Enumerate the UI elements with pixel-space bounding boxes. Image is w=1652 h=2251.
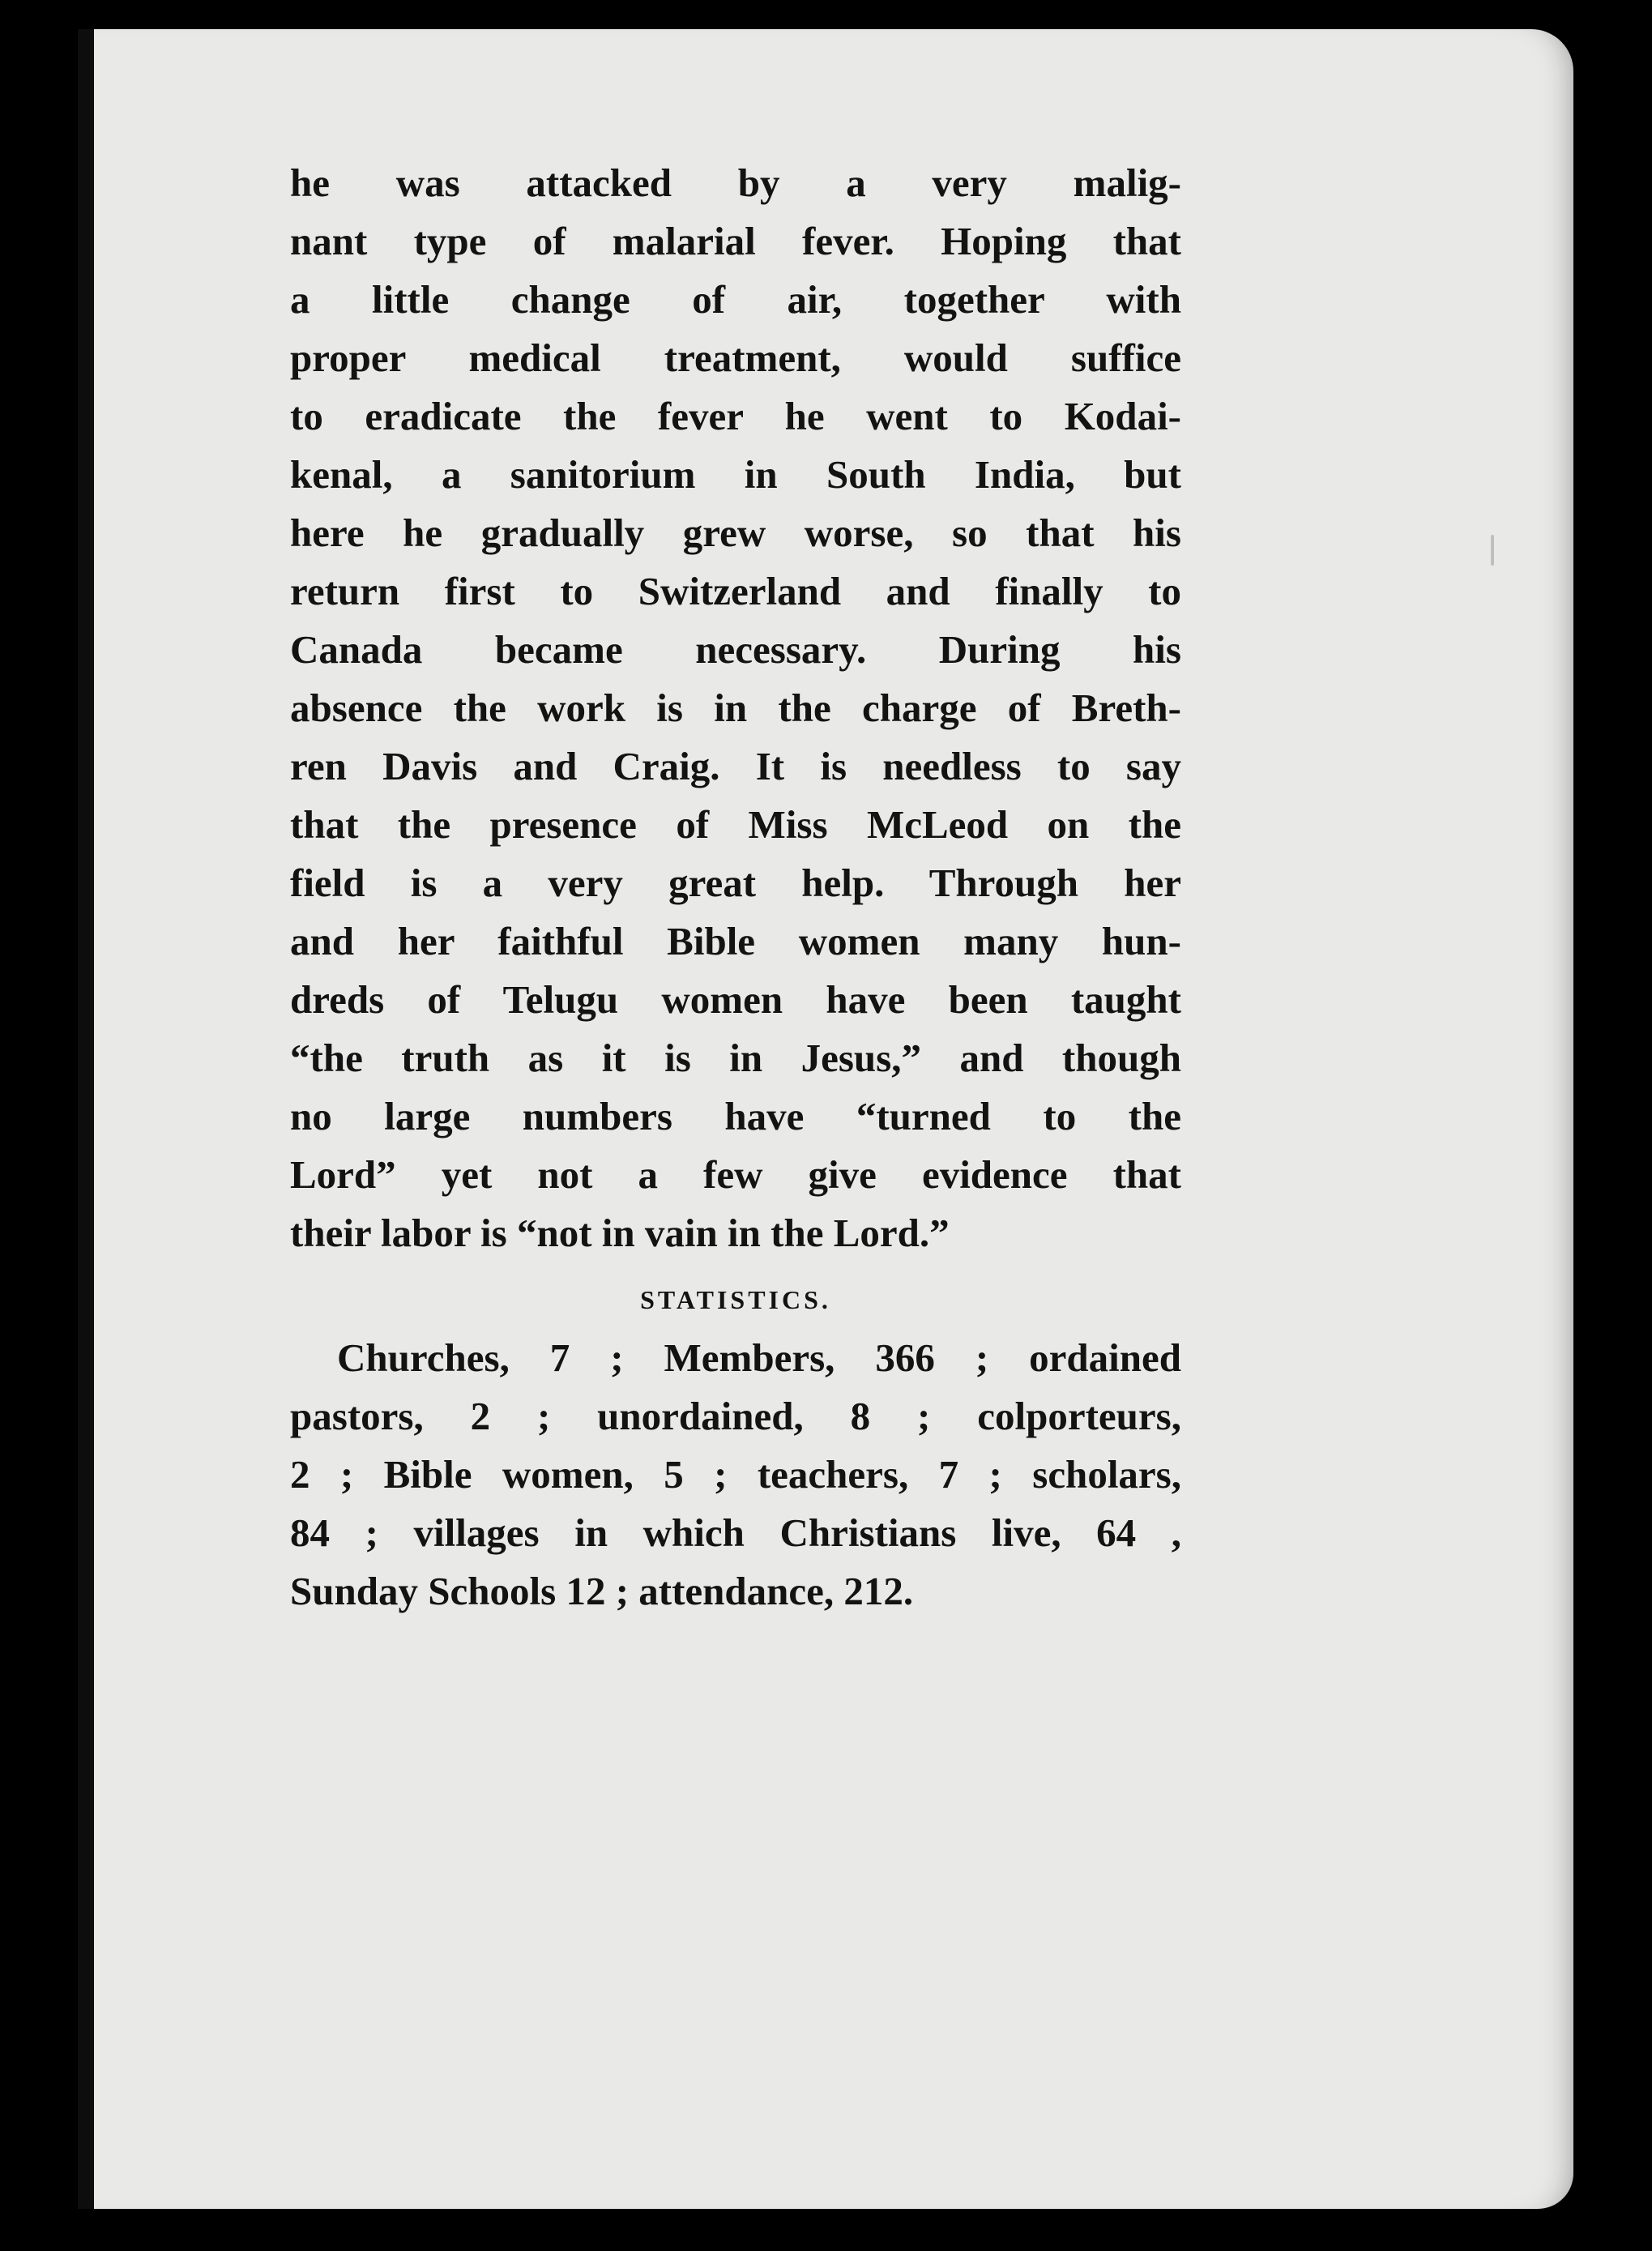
- page-gutter-line: [78, 29, 94, 2209]
- page-text: [290, 154, 1181, 1621]
- body-line: kenal, a sanitorium in South India, but: [290, 452, 1181, 497]
- body-line: no large numbers have “turned to the: [290, 1094, 1181, 1138]
- statistics-line: 84 ; villages in which Christians live, 64 ,: [290, 1510, 1181, 1555]
- body-line: a little change of air, together with: [290, 277, 1181, 322]
- body-line: proper medical treatment, would suffice: [290, 335, 1181, 380]
- body-line: Lord” yet not a few give evidence that: [290, 1152, 1181, 1197]
- body-line: absence the work is in the charge of Breth-: [290, 686, 1181, 730]
- body-line: field is a very great help. Through her: [290, 861, 1181, 905]
- body-line: and her faithful Bible women many hun-: [290, 919, 1181, 963]
- body-line: here he gradually grew worse, so that his: [290, 510, 1181, 555]
- body-line: ren Davis and Craig. It is needless to say: [290, 744, 1181, 788]
- body-line: dreds of Telugu women have been taught: [290, 977, 1181, 1022]
- body-line: their labor is “not in vain in the Lord.”: [290, 1211, 950, 1255]
- body-line: he was attacked by a very malig-: [290, 160, 1181, 205]
- statistics-line: Sunday Schools 12 ; attendance, 212.: [290, 1569, 914, 1613]
- body-line: return first to Switzerland and finally to: [290, 569, 1181, 613]
- page-speck: [1491, 535, 1494, 566]
- body-line: that the presence of Miss McLeod on the: [290, 802, 1181, 847]
- statistics-line: 2 ; Bible women, 5 ; teachers, 7 ; scholars,: [290, 1452, 1181, 1497]
- body-line: nant type of malarial fever. Hoping that: [290, 219, 1181, 263]
- statistics-line: Churches, 7 ; Members, 366 ; ordained: [337, 1335, 1181, 1380]
- body-line: “the truth as it is in Jesus,” and though: [290, 1036, 1181, 1080]
- statistics-line: pastors, 2 ; unordained, 8 ; colporteurs,: [290, 1394, 1181, 1438]
- statistics-heading: STATISTICS.: [640, 1285, 831, 1314]
- body-line: Canada became necessary. During his: [290, 627, 1181, 672]
- page-edge-texture: [1603, 32, 1637, 2139]
- body-line: to eradicate the fever he went to Kodai-: [290, 394, 1181, 438]
